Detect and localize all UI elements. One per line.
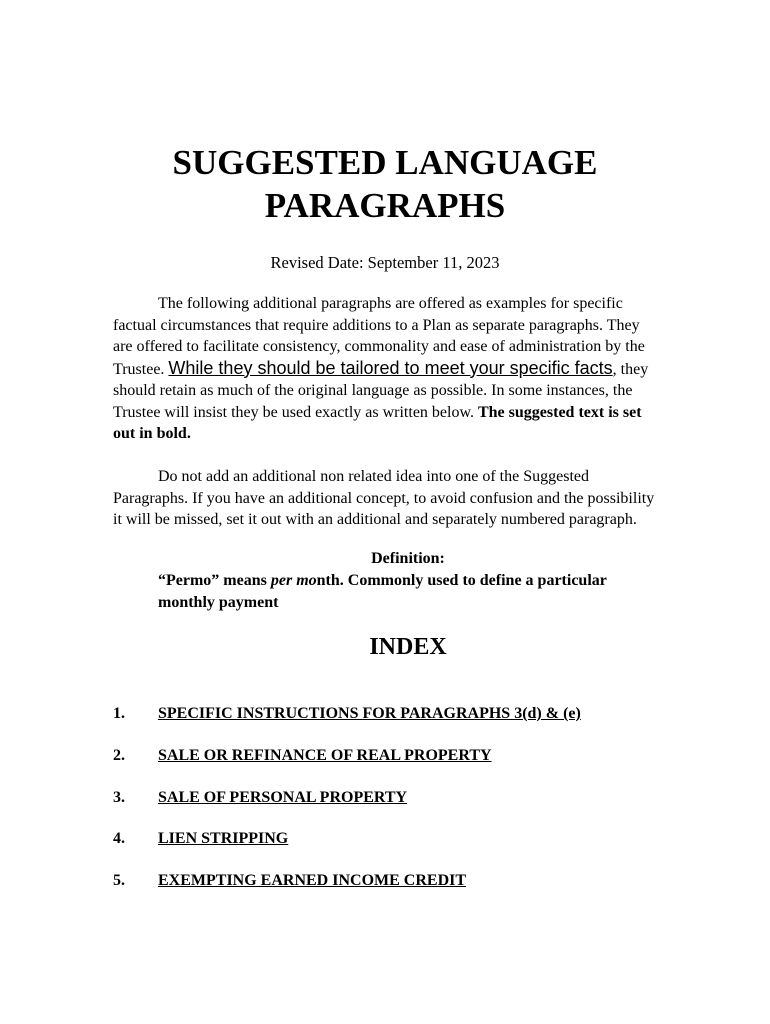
index-link-exempting-earned-income-credit[interactable]: EXEMPTING EARNED INCOME CREDIT xyxy=(158,872,467,889)
intro-paragraph-1 xyxy=(113,293,658,445)
intro-text-b: , they should retain as much of the original language as possible. In some instances, the Trustee will insist they be used exactly as written below. xyxy=(113,360,649,421)
index-number: 2. xyxy=(113,747,125,764)
index-link-sale-refinance-real-property[interactable]: SALE OR REFINANCE OF REAL PROPERTY xyxy=(158,747,492,764)
title-line-1: SUGGESTED LANGUAGE xyxy=(172,143,598,182)
index-number: 3. xyxy=(113,789,125,806)
revised-date: Revised Date: September 11, 2023 xyxy=(270,253,500,272)
index-number: 4. xyxy=(113,830,125,847)
definition-rest: nth. Commonly used to define a particular monthly payment xyxy=(158,572,607,611)
index-link-specific-instructions[interactable]: SPECIFIC INSTRUCTIONS FOR PARAGRAPHS 3(d) & (e) xyxy=(158,705,581,722)
intro-text-a: The following additional paragraphs are offered as examples for specific factual circumstances that require additions to a Plan as separate paragraphs. They are offered to facilitate consistency, commonality and ease of administration by the Trustee. xyxy=(113,295,645,378)
intro-text-p2: Do not add an additional non related idea into one of the Suggested Paragraphs. If you have an additional concept, to avoid confusion and the possibility it will be missed, set it out with an additional and separately numbered paragraph. xyxy=(113,468,655,528)
definition-term: “Permo” means xyxy=(158,572,271,589)
definition-text xyxy=(158,570,618,613)
intro-bold-text: The suggested text is set out in bold. xyxy=(113,403,642,442)
document-title xyxy=(0,141,770,227)
intro-paragraph-2 xyxy=(113,466,658,531)
title-line-2: PARAGRAPHS xyxy=(264,186,506,225)
index-heading: INDEX xyxy=(369,634,447,660)
index-number: 5. xyxy=(113,872,125,889)
intro-underlined-text: While they should be tailored to meet your specific facts xyxy=(168,357,613,378)
index-number: 1. xyxy=(113,705,125,722)
definition-italic: per mo xyxy=(270,572,317,589)
index-link-lien-stripping[interactable]: LIEN STRIPPING xyxy=(158,830,289,847)
definition-heading: Definition: xyxy=(371,550,445,567)
index-link-sale-personal-property[interactable]: SALE OF PERSONAL PROPERTY xyxy=(158,789,408,806)
